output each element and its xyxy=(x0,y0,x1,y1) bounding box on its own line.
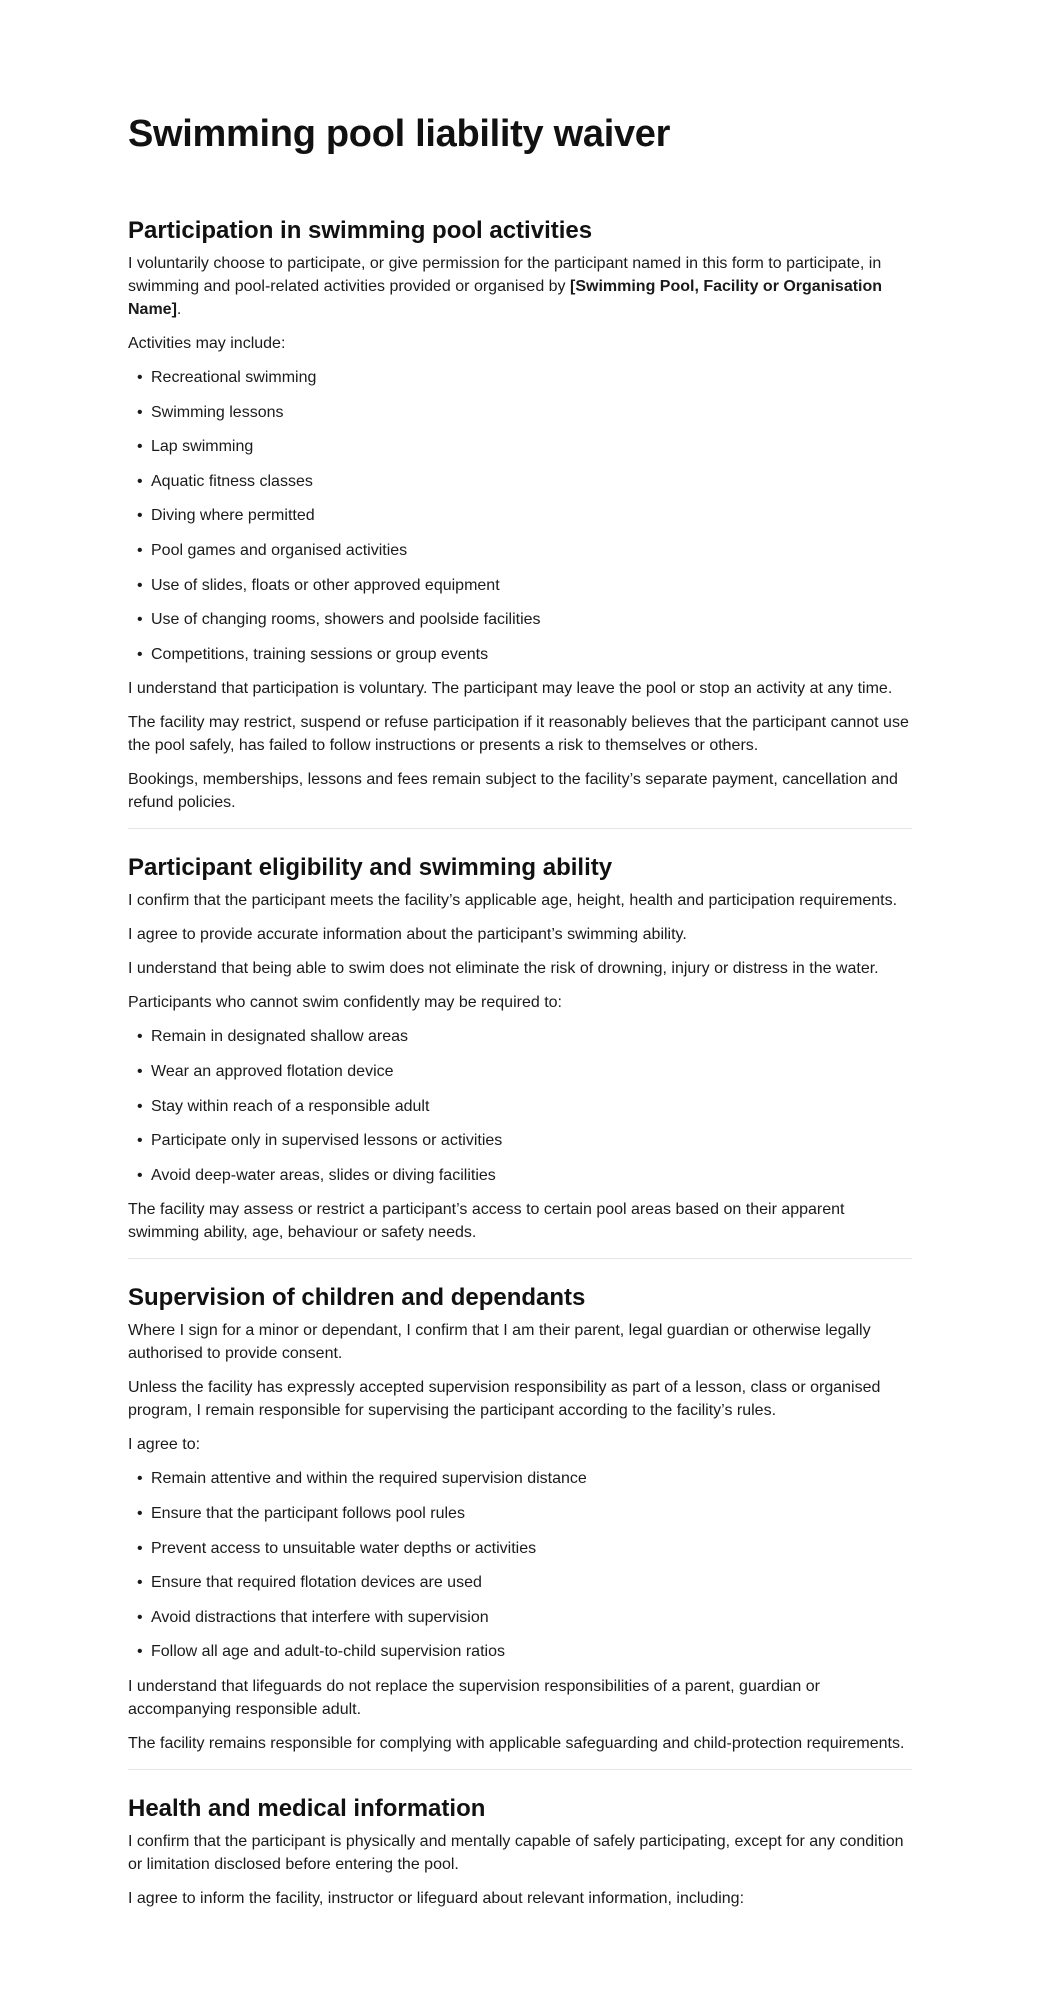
list-item-text: Remain attentive and within the required supervision distance xyxy=(151,1470,587,1488)
bullet-icon: • xyxy=(137,1062,143,1080)
document-title: Swimming pool liability waiver xyxy=(128,113,671,155)
list-item-text: Ensure that required flotation devices are used xyxy=(151,1574,482,1592)
list-item xyxy=(128,1164,912,1187)
list-item xyxy=(128,539,912,562)
paragraph: Where I sign for a minor or dependant, I confirm that I am their parent, legal guardian or otherwise legally authorised to provide consent. xyxy=(128,1322,871,1363)
section-heading: Participant eligibility and swimming ability xyxy=(128,854,613,882)
bullet-icon: • xyxy=(137,403,143,421)
list-item xyxy=(128,1640,912,1663)
bullet-icon: • xyxy=(137,1574,143,1592)
list-item-text: Remain in designated shallow areas xyxy=(151,1028,409,1046)
section-participation xyxy=(128,214,912,814)
list-item xyxy=(128,435,912,458)
section-heading: Supervision of children and dependants xyxy=(128,1284,586,1312)
paragraph: The facility may restrict, suspend or refuse participation if it reasonably believes that the participant cannot use the pool safely, has failed to follow instructions or presents a risk to themselves or others. xyxy=(128,714,909,755)
list-item-text: Diving where permitted xyxy=(151,507,315,525)
list-item-text: Competitions, training sessions or group events xyxy=(151,645,489,663)
list-item-text: Avoid deep-water areas, slides or diving facilities xyxy=(151,1166,496,1184)
section-heading: Health and medical information xyxy=(128,1794,486,1822)
list-item xyxy=(128,1502,912,1525)
bullet-icon: • xyxy=(137,1470,143,1488)
paragraph: I agree to inform the facility, instructor or lifeguard about relevant information, including: xyxy=(128,1889,745,1907)
paragraph: I confirm that the participant is physically and mentally capable of safely participating, except for any condition or limitation disclosed before entering the pool. xyxy=(128,1832,904,1873)
list-item-text: Use of slides, floats or other approved equipment xyxy=(151,576,500,594)
section-divider xyxy=(128,828,912,829)
list-item xyxy=(128,608,912,631)
paragraph: The facility remains responsible for complying with applicable safeguarding and child-protection requirements. xyxy=(128,1734,905,1752)
list-item xyxy=(128,1060,912,1083)
bullet-icon: • xyxy=(137,645,143,663)
list-item xyxy=(128,574,912,597)
paragraph: I understand that participation is voluntary. The participant may leave the pool or stop an activity at any time. xyxy=(128,680,893,698)
section-divider xyxy=(128,1769,912,1770)
paragraph: I understand that being able to swim does not eliminate the risk of drowning, injury or distress in the water. xyxy=(128,960,879,978)
section-eligibility xyxy=(128,851,912,1244)
list-intro-paragraph: Activities may include: xyxy=(128,335,286,352)
bullet-icon: • xyxy=(137,1608,143,1626)
list-item xyxy=(128,1095,912,1118)
list-item-text: Follow all age and adult-to-child supervision ratios xyxy=(151,1643,505,1661)
list-item-text: Avoid distractions that interfere with supervision xyxy=(151,1608,489,1626)
list-item-text: Swimming lessons xyxy=(151,403,284,421)
list-item-text: Prevent access to unsuitable water depths or activities xyxy=(151,1539,537,1557)
paragraph: I confirm that the participant meets the facility’s applicable age, height, health and participation requirements. xyxy=(128,892,898,910)
section-supervision xyxy=(128,1281,912,1755)
list-item xyxy=(128,1467,912,1490)
paragraph: The facility may assess or restrict a participant’s access to certain pool areas based on their apparent swimming ability, age, behaviour or safety needs. xyxy=(128,1201,845,1242)
list-item-text: Recreational swimming xyxy=(151,369,317,386)
paragraph: I agree to: xyxy=(128,1436,201,1454)
bullet-icon: • xyxy=(137,438,143,456)
bullet-icon: • xyxy=(137,611,143,629)
list-item-text: Ensure that the participant follows pool rules xyxy=(151,1504,465,1522)
bullet-icon: • xyxy=(137,1097,143,1115)
bullet-icon: • xyxy=(137,1166,143,1184)
bullet-icon: • xyxy=(137,1132,143,1150)
supervision-list xyxy=(128,1467,912,1663)
paragraph: I understand that lifeguards do not replace the supervision responsibilities of a parent, guardian or accompanying responsible adult. xyxy=(128,1677,820,1718)
facility-name-placeholder: [Swimming Pool, Facility or Organisation Name] xyxy=(128,278,883,318)
list-item xyxy=(128,470,912,493)
list-item-text: Use of changing rooms, showers and poolside facilities xyxy=(151,611,541,629)
paragraph: I agree to provide accurate information about the participant’s swimming ability. xyxy=(128,926,687,944)
bullet-icon: • xyxy=(137,472,143,490)
list-item-text: Stay within reach of a responsible adult xyxy=(151,1097,430,1115)
list-item xyxy=(128,1571,912,1594)
list-item xyxy=(128,1129,912,1152)
paragraph: Bookings, memberships, lessons and fees remain subject to the facility’s separate payment, cancellation and refund policies. xyxy=(128,771,898,812)
list-item xyxy=(128,1025,912,1048)
section-divider xyxy=(128,1258,912,1259)
document-content xyxy=(128,108,912,1921)
bullet-icon: • xyxy=(137,369,143,386)
bullet-icon: • xyxy=(137,576,143,594)
list-item-text: Participate only in supervised lessons or activities xyxy=(151,1132,503,1150)
paragraph: Participants who cannot swim confidently may be required to: xyxy=(128,994,562,1012)
list-item xyxy=(128,1606,912,1629)
section-health xyxy=(128,1792,912,1910)
bullet-icon: • xyxy=(137,1643,143,1661)
activities-list xyxy=(128,366,912,666)
list-item xyxy=(128,366,912,389)
intro-text-end: . xyxy=(176,301,182,318)
list-item xyxy=(128,401,912,424)
list-item xyxy=(128,504,912,527)
bullet-icon: • xyxy=(137,1539,143,1557)
section-intro-paragraph xyxy=(128,252,912,321)
bullet-icon: • xyxy=(137,1028,143,1046)
list-item-text: Wear an approved flotation device xyxy=(151,1062,394,1080)
bullet-icon: • xyxy=(137,507,143,525)
list-item-text: Lap swimming xyxy=(151,438,254,456)
bullet-icon: • xyxy=(137,541,143,559)
list-item-text: Aquatic fitness classes xyxy=(151,472,313,490)
list-item-text: Pool games and organised activities xyxy=(151,541,408,559)
list-item xyxy=(128,643,912,666)
bullet-icon: • xyxy=(137,1504,143,1522)
section-heading: Participation in swimming pool activities xyxy=(128,217,593,244)
list-item xyxy=(128,1537,912,1560)
requirements-list xyxy=(128,1025,912,1186)
paragraph: Unless the facility has expressly accepted supervision responsibility as part of a lesson, class or organised program, I remain responsible for supervising the participant according to the facility’s rules. xyxy=(128,1379,881,1420)
intro-text: I voluntarily choose to participate, or give permission for the participant named in this form to participate, in swimming and pool-related activities provided or organised by xyxy=(128,255,882,295)
